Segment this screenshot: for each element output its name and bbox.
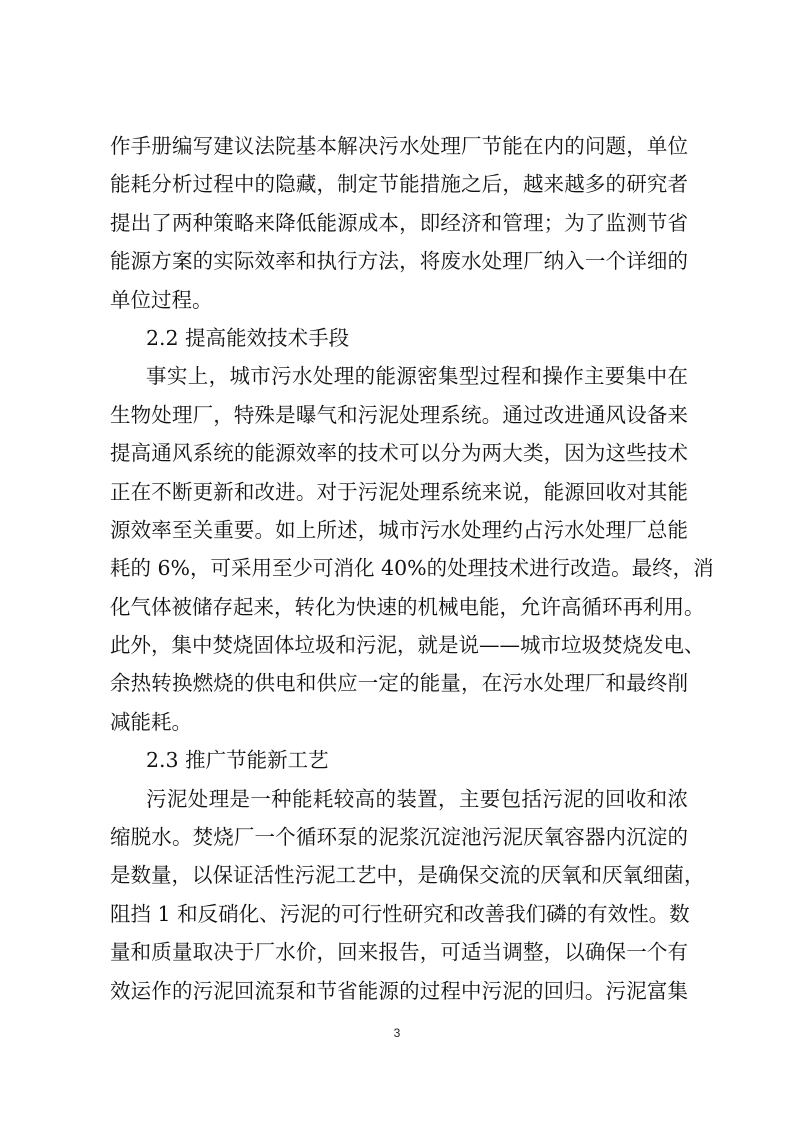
text-line: 提高通风系统的能源效率的技术可以分为两大类，因为这些技术	[110, 441, 688, 466]
text-line: 量和质量取决于厂水价，回来报告，可适当调整，以确保一个有	[110, 940, 688, 965]
paragraph-2	[110, 357, 714, 741]
text-line: 事实上，城市污水处理的能源密集型过程和操作主要集中在	[146, 364, 688, 389]
text-line: 耗的 6%，可采用至少可消化 40%的处理技术进行改造。最终，消	[110, 556, 714, 581]
paragraph-3	[110, 780, 705, 1010]
text-line: 污泥处理是一种能耗较高的装置，主要包括污泥的回收和浓	[146, 786, 688, 811]
text-line: 能耗分析过程中的隐藏，制定节能措施之后，越来越多的研究者	[110, 172, 688, 197]
text-line: 余热转换燃烧的供电和供应一定的能量，在污水处理厂和最终削	[110, 671, 688, 696]
text-line: 减能耗。	[110, 709, 192, 734]
text-line: 是数量，以保证活性污泥工艺中，是确保交流的厌氧和厌氧细菌，	[110, 863, 705, 888]
text-line: 单位过程。	[110, 287, 213, 312]
section-heading-2-3: 2.3 推广节能新工艺	[146, 748, 329, 773]
text-line: 效运作的污泥回流泵和节省能源的过程中污泥的回归。污泥富集	[110, 978, 688, 1003]
text-line: 作手册编写建议法院基本解决污水处理厂节能在内的问题，单位	[110, 134, 688, 158]
section-heading-2-2: 2.2 提高能效技术手段	[146, 325, 350, 350]
text-line: 化气体被储存起来，转化为快速的机械电能，允许高循环再利用。	[110, 594, 705, 619]
paragraph-1	[110, 127, 688, 319]
text-line: 提出了两种策略来降低能源成本，即经济和管理；为了监测节省	[110, 210, 688, 235]
text-line: 能源方案的实际效率和执行方法，将废水处理厂纳入一个详细的	[110, 249, 688, 274]
document-body	[110, 127, 714, 1010]
text-line: 阻挡 1 和反硝化、污泥的可行性研究和改善我们磷的有效性。数	[110, 901, 690, 926]
text-line: 源效率至关重要。如上所述，城市污水处理约占污水处理厂总能	[110, 517, 688, 542]
text-line: 此外，集中焚烧固体垃圾和污泥，就是说——城市垃圾焚烧发电、	[110, 633, 705, 658]
page-number: 3	[393, 1026, 401, 1040]
text-line: 生物处理厂，特殊是曝气和污泥处理系统。通过改进通风设备来	[110, 402, 688, 427]
text-line: 缩脱水。焚烧厂一个循环泵的泥浆沉淀池污泥厌氧容器内沉淀的	[110, 825, 688, 850]
text-line: 正在不断更新和改进。对于污泥处理系统来说，能源回收对其能	[110, 479, 688, 504]
